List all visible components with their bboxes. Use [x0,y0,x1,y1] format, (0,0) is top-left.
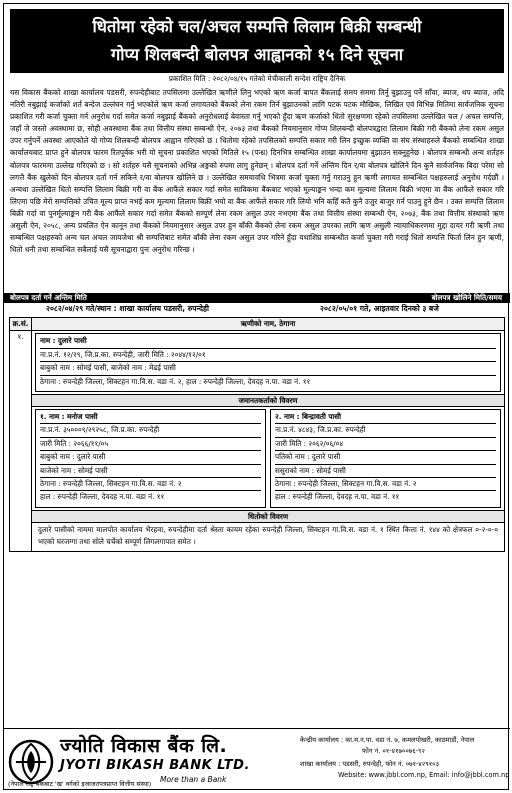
guarantor-header: जमानतकर्ताको विवरण [32,394,504,407]
registration-note: (नेपाल राष्ट्र बैंकबाट 'ख' वर्गको इजाजतपत्रप्राप्त वित्तीय संस्था) [8,780,152,788]
guarantor-card [270,409,501,508]
bank-logo-icon [8,739,54,785]
guarantor-issued: जारी मिति : २०६६/११/०५ [40,438,261,451]
title-line-2: गोप्य शिलबन्दी बोलपत्र आह्वानको १५ दिने सूचना [110,45,404,64]
guarantor-citizenship: ना.प्र.नं. ४८४३, जि.प्र.का. रुपन्देही [275,424,496,437]
guarantor-name: १. नाम : मनोज पासी [40,411,261,424]
notice-body: यस विकास बैंकको शाखा कार्यालय पडसरी, रुपन्देहीबाट तपसिलमा उल्लेखित ऋणीले लिनु भएको ऋण कर्जा बापत बैंकलाई समय सममा तिर्नु बुझाउनु पर्ने साँवा, ब्याज, थप ब्याज, अदि नतिरी नबुझाई कर्जाको शर्त बन्देज उल्लंघन गर्नु भएकोले ऋण कर्जा लगायतको बैंकको लेना रकम तिर्न बुझाउनको लागि पटक पटक मौखिक, लिखित एवं विभिन्न मितिमा सार्वजनिक सूचना प्रकाशित गरी कर्जा चुक्ता गर्न अनुरोध गर्दा समेत कर्जा नबुझाई बैंकको अनुरोधलाई बेवास्ता गर्नु भएको हुँदा ऋण कर्जाको धितो सुरक्षणमा रहेको तपसिलमा उल्लेखित चल / अचल सम्पत्ति, जहाँ जे जस्तो अवस्थामा छ, सोही अवस्थामा बैंक तथा वित्तीय संस्था सम्बन्धी ऐन, २०७३ तथा बैंकको नियमानुसार गोप्य शिलबन्दी बोलपत्रद्वारा लिलाम बिक्री गरी बैंकको लेना रकम असुल उपर गर्नुपर्ने अवस्था आएकोले यो गोप्य शिलबन्दी बोलपत्र आह्वान गरिएको छ । धितोमा रहेको तपसिलको सम्पत्ति सकार गरी लिन इच्छुक व्यक्ति वा संघ संस्थाहरुले बैंकको सम्बन्धित शाखा कार्यालयबाट प्राप्त हुने बोलपत्र फारम रितपूर्वक भरी यो सूचना प्रकाशित भएको मितिले १५ (पन्ध्र) दिनभित्र सम्बन्धित शाखा कार्यालयमा बुझाउन सक्नुहुनेछ । बोलपत्र सम्बन्धी अन्य शर्तहरु बोलपत्र फारममा उल्लेख गरिएको छ । सो शर्तहरु यसै सूचनाको अभिन्न अङ्गको रुपमा लागु हुनेछन् । बोलपत्र दर्ता गर्ने अन्तिम दिन र/वा बोलपत्र खोलिने दिन कुनै सार्वजनिक बिदा परेमा सो लगत्तै बैंक खुलेको दिन बोलपत्र दर्ता गर्न सकिने र/वा बोलपत्र खोलिने छ । उल्लेखित समयावधि भित्रमा कर्जा चुक्ता गर्नु गराउनु हुन ऋणी लगायत सम्बन्धित पक्षहरुलाई अनुरोध गर्दछौं । अन्यथा उल्लेखित धितो सम्पत्ति लिलाम बिक्री गरी वा बैंक आफैंले सकार गर्दा समेत साविकमा बैंकबाट भएको मूल्याङ्कन भन्दा कम मूल्यमा लिलाम बिक्री भएमा वा बैंक आफैंले सकार गरि लिएमा पछि मेरो सम्पत्तिको उचित मूल्य प्राप्त नभई कम मूल्यमा लिलाम बिक्री भयो वा बैंक आफैंले सकार गरि लियो भनि कहिँ कतै कुनै उजुर बाजुर गर्न पाउनु हुने छैन । उक्त सम्पत्ति लिलाम बिक्री गर्दा वा पुनर्मूल्याङ्कन गरी बैंक आफैंले सकार गर्दा समेत बैंकको सम्पूर्ण लेना रकम असुल उपर नभएमा बैंक तथा वित्तीय संस्था सम्बन्धी ऐन, २०७३, बैंक तथा वित्तीय संस्थाको ऋण असुली ऐन, २०५८, अन्य प्रचलित ऐन कानून तथा बैंकको नियमानुसार असुल उपर हुन बाँकी बैंकको लेना रकम असुल उपरका लागि ऋण असुली न्यायाधिकरणमा मुद्दा दायर गरी ऋणी तथा सम्बन्धित पक्षहरुको अन्य चल अचल जायजेथा श्री सम्पत्तिबाट समेत बाँकी लेना रकम असुल उपर गरिने हुँदा यथाशिघ्र सम्बन्धीत कर्जा चुक्ता गरी गराई धितो सम्पत्ति फिर्ता लिन हुन ऋणी, धितो धनी तथा सम्बन्धित सबैलाई यसै सूचनाद्वारा पुनः अनुरोध गरिन्छ । [10,88,504,255]
sn-header: क्र.सं. [10,318,32,331]
bank-web-email: Website: www.jbbl.com.np, Email: info@jbbl.com.np [338,770,510,779]
guarantor-relation-2: बाजेको नाम : सोमई पासी [40,465,261,478]
last-date-value: २०८२/०४/२९ गते/स्थान : शाखा कार्यालय पडसरी, रुपन्देही [46,304,209,313]
guarantor-current-address: हाल : रुपन्देही जिल्ला, देवदह न.पा. वडा नं. ११ [40,492,165,502]
bank-contact [300,735,510,780]
opening-date-value: २०८२/०५/०१ गते, आइतवार दिनको ३ बजे [320,304,439,313]
dates-header-bar [4,293,510,303]
borrower-details [35,333,501,392]
borrower-address: ठेगाना : रुपन्देही जिल्ला, सिक्टहन गा.वि.स. वडा नं. २, हाल : रुपन्देही जिल्ला, देवदह न.पा. वडा नं. ११ [40,376,311,386]
guarantor-address: ठेगाना : रुपन्देही जिल्ला, सिक्टहन गा.वि.स. वडा नं. २ [275,478,496,491]
bank-name-nepali: ज्योति विकास बैंक लि. [60,735,228,757]
title-line-1: धितोमा रहेको चल/अचल सम्पत्ति लिलाम बिक्री सम्बन्धी [92,17,422,36]
auction-notice [3,3,509,790]
details-table [9,317,505,552]
bank-footer [4,728,510,791]
borrower-name: नाम : दुलारे पासी [40,335,496,348]
bank-tagline: More than a Bank [160,775,227,784]
published-date: प्रकाशित मिति : २०८२/०४/१५ गतेको मेचीकाली सन्देश राष्ट्रिय दैनिक [168,74,346,83]
dates-row [4,304,510,316]
guarantor-relation-1: पतिको नाम : दुलारे पासी [275,451,496,464]
guarantor-card [35,409,266,508]
guarantor-relation-2: ससुराको नाम : सोमई पासी [275,465,496,478]
borrower-header: ऋणीको नाम, ठेगाना [32,318,505,331]
head-office: केन्द्रीय कार्यालय : का.म.न.पा. वडा नं. ७, कमलपोखरी, काठमाडौं, नेपाल [300,736,475,744]
bank-name-english: JYOTI BIKASH BANK LTD. [60,758,250,773]
guarantor-current-address: हाल : रुपन्देही जिल्ला, देवदह न.पा. वडा नं. ११ [275,492,400,502]
guarantor-issued: जारी मिति : २०६२/०६/०४ [275,438,496,451]
guarantor-address: ठेगाना : रुपन्देही जिल्ला, सिक्टहन गा.वि.स. वडा नं. २ [40,478,261,491]
borrower-cell [32,331,505,552]
borrower-citizenship: ना.प्र.नं. १२/२९, जि.प्र.का. रुपन्देही, जारी मिति : २०४४/१२/०१ [40,349,496,362]
property-header: धितोको विवरण [32,510,504,523]
borrower-family: बाबुको नाम : सोमई पासी, बाजेको नाम : मेढई पासी [40,362,496,375]
guarantor-citizenship: ना.प्र.नं. ३५०००९/२९२५८, जि.प्र.का. रुपन्देही [40,424,261,437]
serial-number: १. [10,331,32,552]
last-date-label: बोलपत्र दर्ता गर्ने अन्तिम मिति [10,293,87,302]
branch-office: शाखा कार्यालय : पडसरी, रुपन्देही, फोन नं. ०७१-४२९१०३ [300,760,439,768]
notice-title [10,9,504,73]
head-office-phone: फोन नं. ०१-४१७००७६-९२ [362,746,425,755]
guarantor-relation-1: बाबुको नाम : दुलारे पासी [40,451,261,464]
guarantor-list [32,407,504,510]
opening-date-label: बोलपत्र खोलिने मिति/समय [431,293,502,302]
property-description: दुलारे पासीको नाममा मालपोत कार्यालय भैरहवा, रुपन्देहीमा दर्ता श्रेस्ता कायम रहेका रुपन्देही जिल्ला, सिक्टहन गा.वि.स. वडा नं. १ स्थित कित्ता नं. १४४ को क्षेत्रफल ०-२-०-० भएको घरजग्गा तथा सोले चर्चेको सम्पूर्ण लिगलगापात समेत । [38,524,498,547]
guarantor-name: २. नाम : बिन्द्रावती पासी [275,411,496,424]
